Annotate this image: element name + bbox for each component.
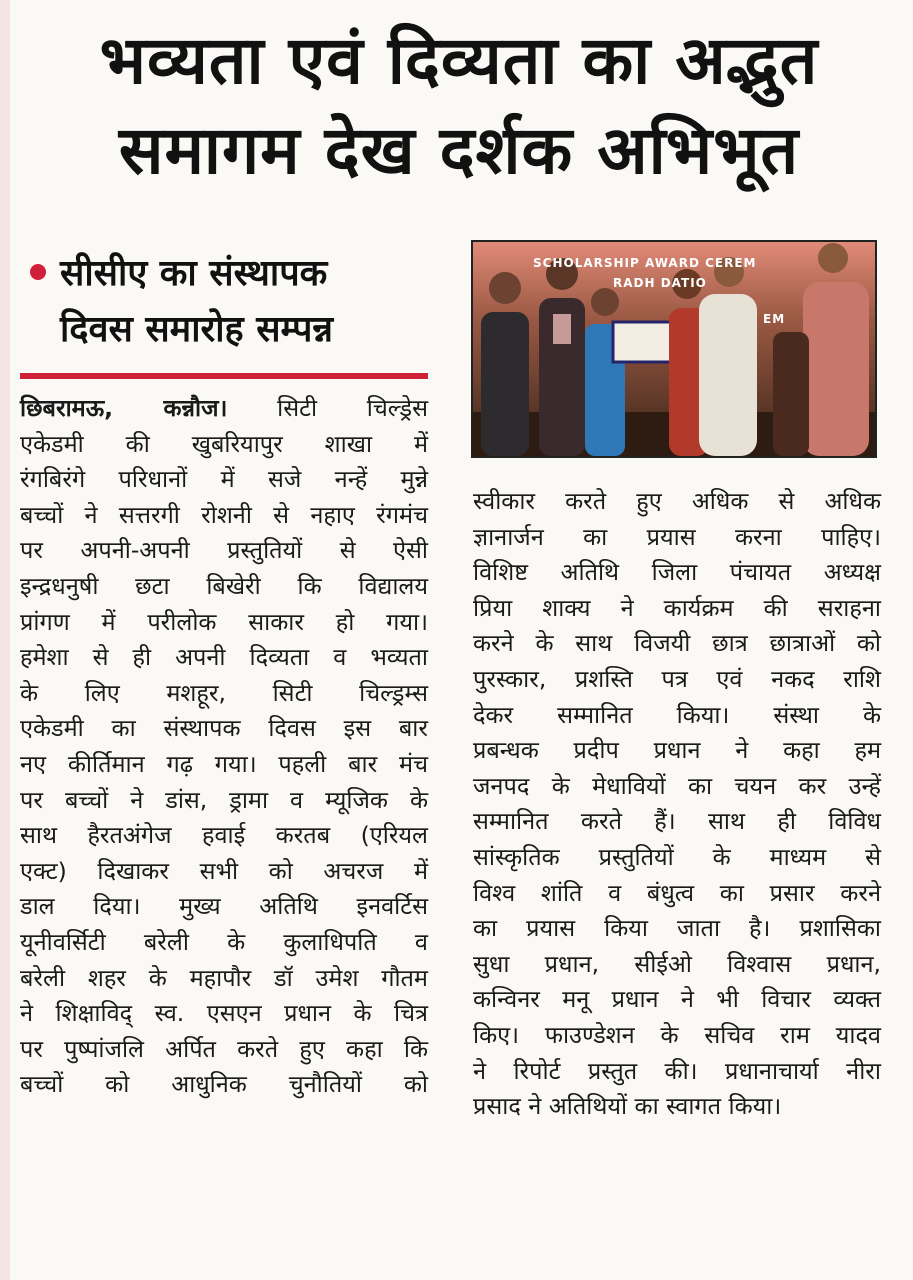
article-line: बच्चों ने सत्तरगी रोशनी से नहाए रंगमंच <box>20 500 428 529</box>
article-line: रंगबिरंगे परिधानों में सजे नन्हें मुन्ने <box>20 465 428 494</box>
article-line: स्वीकार करते हुए अधिक से अधिक <box>473 487 881 515</box>
article-line: ने रिपोर्ट प्रस्तुत की। प्रधानाचार्या नीरा <box>473 1056 881 1085</box>
article-line: पर बच्चों ने डांस, ड्रामा व म्यूजिक के <box>20 785 428 814</box>
article-line: यूनीवर्सिटी बरेली के कुलाधिपति व <box>20 927 428 956</box>
bullet-icon <box>30 264 46 280</box>
article-line: प्रबन्धक प्रदीप प्रधान ने कहा हम <box>473 736 881 765</box>
article-line: प्रांगण में परीलोक साकार हो गया। <box>20 607 428 636</box>
subheading-line-2: दिवस समारोह सम्पन्न <box>60 309 333 350</box>
article-line: बरेली शहर के महापौर डॉ उमेश गौतम <box>20 963 428 992</box>
banner-text-1: SCHOLARSHIP AWARD CEREM <box>533 256 757 270</box>
award-ceremony-photo <box>471 240 877 458</box>
article-line: देकर सम्मानित किया। संस्था के <box>473 700 881 729</box>
headline <box>14 16 904 196</box>
article-line: सुधा प्रधान, सीईओ विश्वास प्रधान, <box>473 949 881 978</box>
article-line: करने के साथ विजयी छात्र छात्राओं को <box>473 629 881 658</box>
article-line: सम्मानित करते हैं। साथ ही विविध <box>473 807 881 836</box>
banner-text-3: EM <box>763 312 786 326</box>
headline-line-1: भव्यता एवं दिव्यता का अद्भुत <box>99 22 819 99</box>
article-line: बच्चों को आधुनिक चुनौतियों को <box>20 1070 428 1099</box>
article-first-text: सिटी चिल्ड्रेस <box>277 394 428 422</box>
article-line: ज्ञानार्जन का प्रयास करना पाहिए। <box>473 522 881 551</box>
article-line: नए कीर्तिमान गढ़ गया। पहली बार मंच <box>20 749 428 778</box>
page-edge <box>0 0 10 1280</box>
article-line: ने शिक्षाविद् स्व. एसएन प्रधान के चित्र <box>20 999 428 1028</box>
subheading-rule <box>20 373 428 379</box>
article-line <box>20 391 428 427</box>
article-line: पर पुष्पांजलि अर्पित करते हुए कहा कि <box>20 1034 428 1063</box>
article-line: साथ हैरतअंगेज हवाई करतब (एरियल <box>20 821 428 850</box>
article-line: हमेशा से ही अपनी दिव्यता व भव्यता <box>20 643 428 672</box>
headline-line-2: समागम देख दर्शक अभिभूत <box>118 112 800 189</box>
banner-text-2: RADH DATIO <box>613 276 707 290</box>
article-line: एकेडमी का संस्थापक दिवस इस बार <box>20 714 428 743</box>
article-line: के लिए मशहूर, सिटी चिल्ड्रम्स <box>20 678 428 707</box>
article-line: विश्व शांति व बंधुत्व का प्रसार करने <box>473 878 881 907</box>
article-line: जनपद के मेधावियों का चयन कर उन्हें <box>473 771 881 800</box>
article-line: कन्विनर मनू प्रधान ने भी विचार व्यक्त <box>473 985 881 1014</box>
dateline: छिबरामऊ, कन्नौज। <box>20 394 228 422</box>
article-line: का प्रयास किया जाता है। प्रशासिका <box>473 914 881 943</box>
subheading-block <box>20 246 430 358</box>
article-line: प्रसाद ने अतिथियों का स्वागत किया। <box>473 1092 782 1121</box>
article-column-right <box>473 484 881 1125</box>
subheading <box>60 246 430 358</box>
article-line: पुरस्कार, प्रशस्ति पत्र एवं नकद राशि <box>473 664 881 693</box>
article-line: एक्ट) दिखाकर सभी को अचरज में <box>20 856 428 885</box>
article-line: इन्द्रधनुषी छटा बिखेरी कि विद्यालय <box>20 571 428 600</box>
article-line: किए। फाउण्डेशन के सचिव राम यादव <box>473 1020 881 1049</box>
subheading-line-1: सीसीए का संस्थापक <box>60 253 328 294</box>
article-line: सांस्कृतिक प्रस्तुतियों के माध्यम से <box>473 842 881 871</box>
article-column-left <box>20 391 428 1103</box>
article-line: एकेडमी की खुबरियापुर शाखा में <box>20 429 428 458</box>
article-line: विशिष्ट अतिथि जिला पंचायत अध्यक्ष <box>473 558 881 587</box>
article-line: प्रिया शाक्य ने कार्यक्रम की सराहना <box>473 593 881 622</box>
article-line: डाल दिया। मुख्य अतिथि इनवर्टिस <box>20 892 428 921</box>
article-line: पर अपनी-अपनी प्रस्तुतियों से ऐसी <box>20 536 428 565</box>
